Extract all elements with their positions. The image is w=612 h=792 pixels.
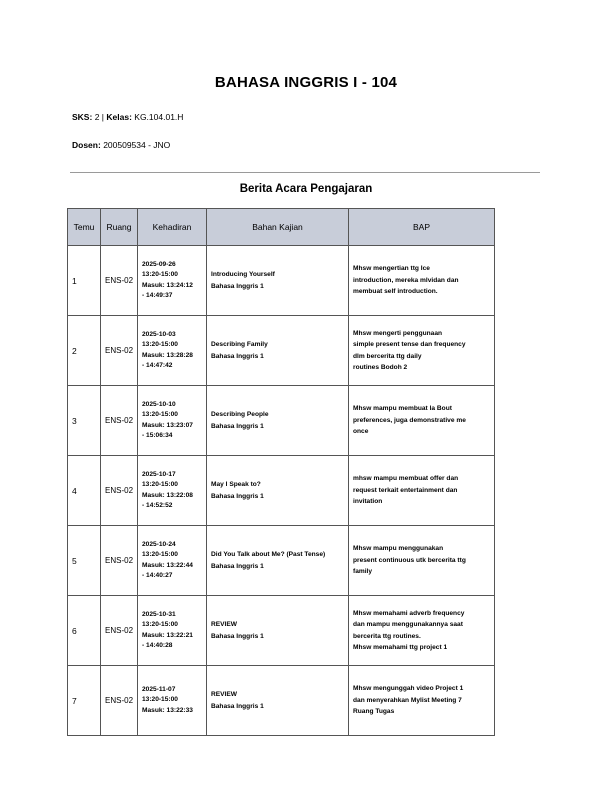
sks-value: 2 [94, 112, 100, 122]
bap-line: mhsw mampu membuat offer dan [353, 475, 459, 483]
cell-bap [349, 386, 495, 456]
cell-temu: 7 [68, 666, 101, 736]
bahan-kajian-line: REVIEW [211, 621, 238, 628]
cell-bap [349, 666, 495, 736]
table-header-row [68, 209, 495, 246]
cell-ruang: ENS-02 [101, 596, 138, 666]
cell-kehadiran [138, 456, 207, 526]
kehadiran-line: Masuk: 13:22:21 [142, 631, 193, 639]
bap-line: bercerita ttg routines. [353, 632, 421, 640]
cell-bahan-kajian [207, 246, 349, 316]
kehadiran-line: Masuk: 13:23:07 [142, 421, 193, 429]
cell-kehadiran [138, 526, 207, 596]
kehadiran-line: Masuk: 13:28:28 [142, 351, 193, 359]
bap-line: introduction, mereka mlvidan dan [353, 276, 459, 284]
kehadiran-line: 2025-10-10 [142, 400, 176, 408]
kehadiran-line: - 14:40:28 [142, 641, 173, 649]
cell-kehadiran [138, 386, 207, 456]
section-title: Berita Acara Pengajaran [239, 183, 373, 195]
bap-line: family [353, 568, 373, 576]
course-info [72, 112, 183, 122]
bap-line: Ruang Tugas [353, 708, 395, 716]
cell-ruang: ENS-02 [101, 316, 138, 386]
column-header-bahan-kajian: Bahan Kajian [207, 209, 349, 246]
cell-ruang: ENS-02 [101, 456, 138, 526]
kehadiran-line: 2025-10-17 [142, 470, 176, 478]
bahan-kajian-line: Bahasa Inggris 1 [211, 352, 264, 360]
cell-bahan-kajian [207, 456, 349, 526]
cell-ruang: ENS-02 [101, 666, 138, 736]
kehadiran-line: 2025-11-07 [142, 685, 176, 693]
bap-line: preferences, juga demonstrative me [353, 416, 466, 424]
cell-bap [349, 526, 495, 596]
bahan-kajian-line: Bahasa Inggris 1 [211, 422, 264, 430]
kehadiran-line: 13:20-15:00 [142, 551, 178, 559]
cell-ruang: ENS-02 [101, 246, 138, 316]
table-row [68, 246, 495, 316]
cell-temu: 3 [68, 386, 101, 456]
bap-line: dlm bercerita ttg daily [353, 352, 422, 360]
table-row [68, 526, 495, 596]
bahan-kajian-line: Bahasa Inggris 1 [211, 632, 264, 640]
cell-ruang: ENS-02 [101, 526, 138, 596]
cell-temu: 2 [68, 316, 101, 386]
divider [70, 172, 540, 173]
dosen-label: Dosen: [72, 140, 101, 150]
kehadiran-line: 13:20-15:00 [142, 696, 178, 704]
cell-temu: 1 [68, 246, 101, 316]
page-title: BAHASA INGGRIS I - 104 [214, 74, 398, 91]
bahan-kajian-line: Bahasa Inggris 1 [211, 702, 264, 710]
bap-line: dan mampu menggunakannya saat [353, 621, 463, 629]
bap-line: Mhsw mengunggah video Project 1 [353, 685, 464, 693]
kehadiran-line: 2025-10-24 [142, 540, 176, 548]
kehadiran-line: 13:20-15:00 [142, 481, 178, 489]
kehadiran-line: Masuk: 13:22:08 [142, 491, 193, 499]
bap-line: Mhsw mengerti penggunaan [353, 329, 443, 337]
kehadiran-line: 13:20-15:00 [142, 341, 178, 349]
kehadiran-line: 2025-09-26 [142, 260, 176, 268]
bap-line: Mhsw memahami adverb frequency [353, 609, 465, 617]
cell-bap [349, 316, 495, 386]
bahan-kajian-line: Describing Family [211, 341, 268, 348]
table-row [68, 386, 495, 456]
lecturer-info [72, 140, 170, 150]
bap-line: simple present tense dan frequency [353, 341, 466, 349]
bap-line: Mhsw mengertian ttg Ice [353, 265, 430, 273]
cell-kehadiran [138, 666, 207, 736]
column-header-temu: Temu [68, 209, 101, 246]
cell-temu: 4 [68, 456, 101, 526]
bap-line: present continuous utk bercerita ttg [353, 556, 466, 564]
bahan-kajian-line: Bahasa Inggris 1 [211, 492, 264, 500]
kehadiran-line: 13:20-15:00 [142, 621, 178, 629]
table-row [68, 666, 495, 736]
bap-line: Mhsw memahami ttg project 1 [353, 643, 448, 651]
bap-line: request terkait entertainment dan [353, 486, 458, 494]
column-header-kehadiran: Kehadiran [138, 209, 207, 246]
column-header-bap: BAP [349, 209, 495, 246]
bap-table [67, 208, 495, 736]
bahan-kajian-line: REVIEW [211, 691, 238, 698]
bahan-kajian-line: May I Speak to? [211, 481, 261, 488]
kehadiran-line: - 15:06:34 [142, 431, 173, 439]
cell-bap [349, 456, 495, 526]
bahan-kajian-line: Did You Talk about Me? (Past Tense) [211, 551, 326, 558]
bap-line: routines Bodoh 2 [353, 363, 408, 371]
cell-kehadiran [138, 246, 207, 316]
cell-bahan-kajian [207, 666, 349, 736]
table-row [68, 596, 495, 666]
dosen-value: 200509534 - JNO [103, 140, 171, 150]
kehadiran-line: - 14:40:27 [142, 571, 173, 579]
cell-bahan-kajian [207, 596, 349, 666]
cell-kehadiran [138, 316, 207, 386]
bahan-kajian-line: Bahasa Inggris 1 [211, 282, 264, 290]
bap-line: dan menyerahkan Mylist Meeting 7 [353, 696, 462, 704]
cell-bahan-kajian [207, 526, 349, 596]
bap-line: invitation [353, 498, 383, 506]
cell-bahan-kajian [207, 316, 349, 386]
kehadiran-line: Masuk: 13:22:44 [142, 561, 193, 569]
table-row [68, 316, 495, 386]
cell-bap [349, 596, 495, 666]
bap-line: once [353, 428, 369, 436]
cell-temu: 6 [68, 596, 101, 666]
kehadiran-line: Masuk: 13:22:33 [142, 706, 193, 714]
cell-temu: 5 [68, 526, 101, 596]
kehadiran-line: 2025-10-31 [142, 610, 176, 618]
kehadiran-line: 13:20-15:00 [142, 411, 178, 419]
table-row [68, 456, 495, 526]
cell-ruang: ENS-02 [101, 386, 138, 456]
bap-line: Mhsw mampu menggunakan [353, 545, 444, 553]
kehadiran-line: Masuk: 13:24:12 [142, 281, 193, 289]
kehadiran-line: - 14:47:42 [142, 361, 173, 369]
bahan-kajian-line: Describing People [211, 411, 269, 418]
column-header-ruang: Ruang [101, 209, 138, 246]
kelas-value: KG.104.01.H [134, 112, 184, 122]
kehadiran-line: - 14:49:37 [142, 291, 173, 299]
kehadiran-line: 2025-10-03 [142, 330, 176, 338]
sks-label: SKS: [72, 112, 93, 122]
cell-bahan-kajian [207, 386, 349, 456]
bap-line: membuat self introduction. [353, 288, 438, 296]
kelas-label: Kelas: [106, 112, 132, 122]
bahan-kajian-line: Bahasa Inggris 1 [211, 562, 264, 570]
bahan-kajian-line: Introducing Yourself [211, 271, 275, 278]
bap-line: Mhsw mampu membuat la Bout [353, 405, 452, 413]
kehadiran-line: - 14:52:52 [142, 501, 173, 509]
kehadiran-line: 13:20-15:00 [142, 271, 178, 279]
cell-bap [349, 246, 495, 316]
separator: | [101, 112, 105, 122]
cell-kehadiran [138, 596, 207, 666]
